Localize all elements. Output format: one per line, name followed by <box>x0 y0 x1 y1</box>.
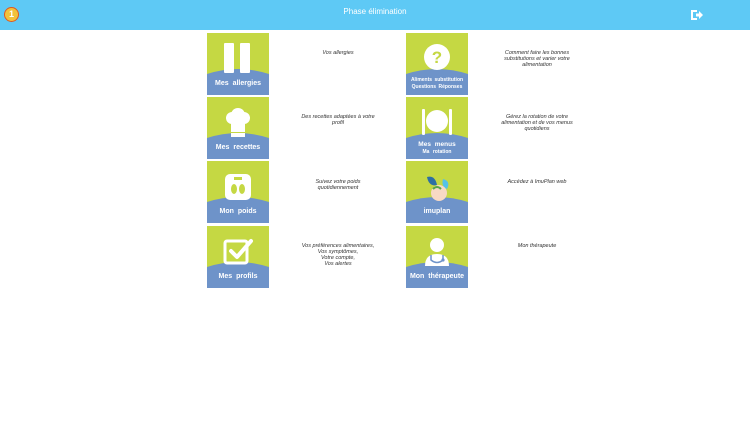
phase-number: 1 <box>8 9 14 19</box>
tile-label: Aliments substitution <box>410 77 464 83</box>
tile-sublabel: Questions Réponses <box>411 84 463 90</box>
pause-icon <box>222 43 254 75</box>
tile-mon-poids[interactable] <box>207 161 269 223</box>
checkbox-icon <box>222 236 254 268</box>
logout-icon[interactable] <box>690 8 704 22</box>
desc-substitution: Comment faire les bonnes substitutions et varier votre alimentation <box>504 50 570 68</box>
question-icon <box>421 43 453 75</box>
tile-label: imuplan <box>423 208 451 215</box>
tile-mes-allergies[interactable] <box>207 33 269 95</box>
desc-therapeute: Mon thérapeute <box>517 243 557 249</box>
tile-aliments-substitution[interactable] <box>406 33 468 95</box>
tile-mes-menus[interactable] <box>406 97 468 159</box>
desc-imuplan: Accédez à ImuPlan web <box>507 179 567 185</box>
imuplan-logo-icon <box>421 171 453 203</box>
page-title: Phase élimination <box>343 7 407 16</box>
tile-label: Mes recettes <box>215 144 261 151</box>
tile-label: Mes allergies <box>215 80 261 87</box>
desc-menus: Gérez la rotation de votre alimentation et de vos menus quotidiens <box>501 114 573 132</box>
doctor-icon <box>421 236 453 268</box>
chef-hat-icon <box>222 107 254 139</box>
tile-label: Mon poids <box>219 208 257 215</box>
desc-recettes: Des recettes adaptées à votre profil <box>301 114 375 126</box>
tile-label: Mes profils <box>218 273 258 280</box>
plate-icon <box>421 107 453 139</box>
tile-mes-recettes[interactable] <box>207 97 269 159</box>
top-bar <box>0 0 750 30</box>
desc-allergies: Vos allergies <box>322 50 354 56</box>
tile-mes-profils[interactable] <box>207 226 269 288</box>
svg-text:?: ? <box>431 48 443 67</box>
tile-imuplan[interactable] <box>406 161 468 223</box>
tile-sublabel: Ma rotation <box>422 149 452 155</box>
tile-label: Mon thérapeute <box>409 273 465 280</box>
desc-poids: Suivez votre poids quotidiennement <box>315 179 361 191</box>
scale-icon <box>222 171 254 203</box>
tile-label: Mes menus <box>418 141 456 148</box>
tile-mon-therapeute[interactable] <box>406 226 468 288</box>
desc-profils: Vos préférences alimentaires, Vos symptômes, Votre compte, Vos alertes <box>301 243 375 267</box>
